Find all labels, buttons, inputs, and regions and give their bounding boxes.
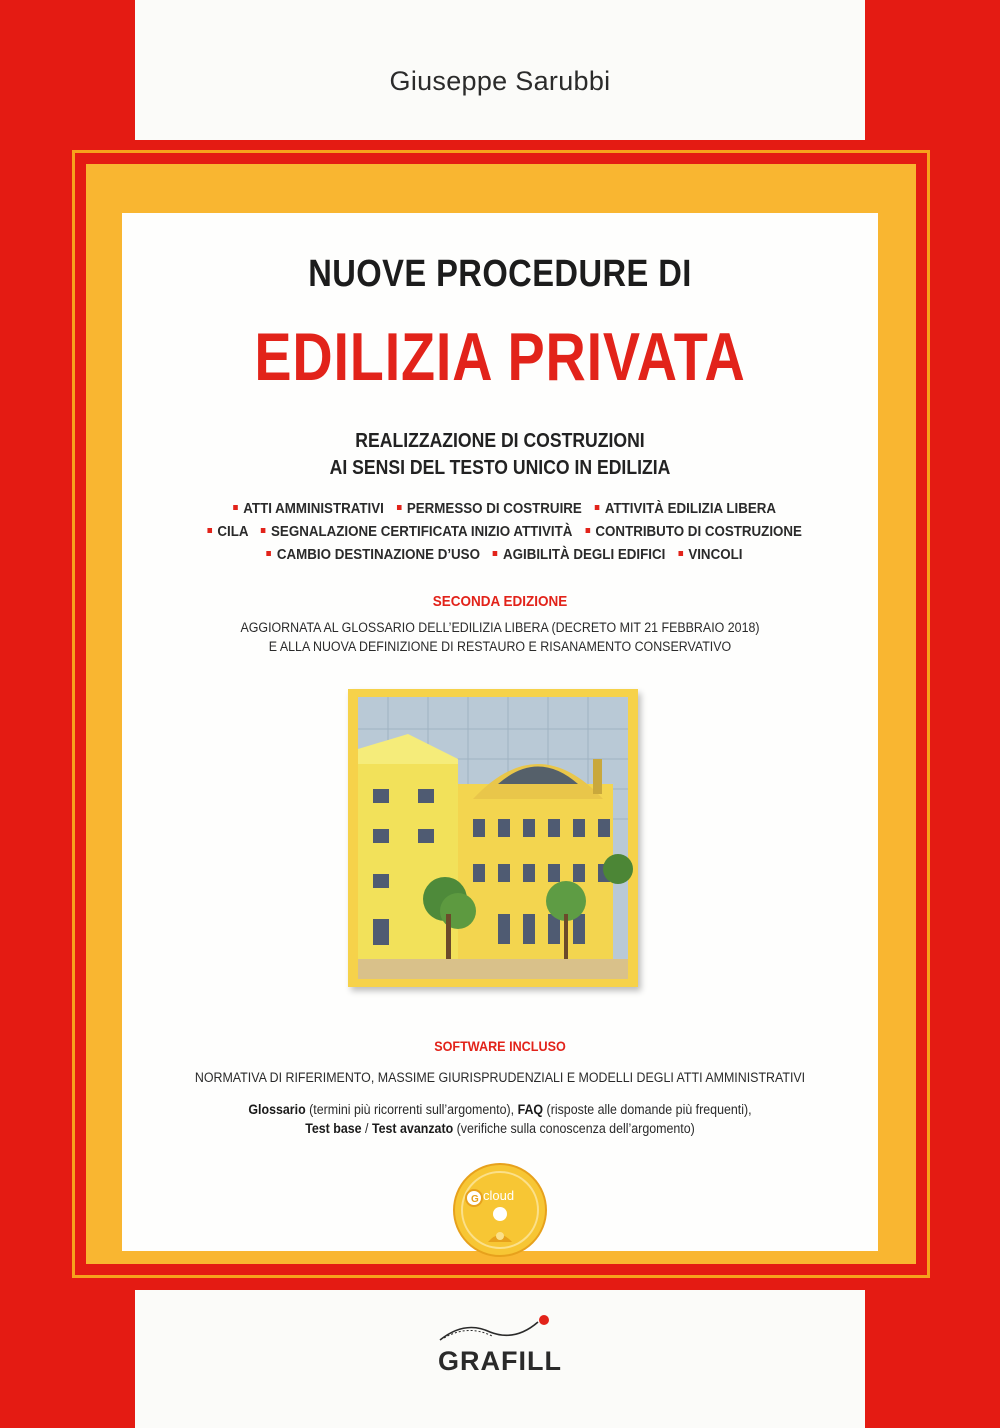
author-name: Giuseppe Sarubbi: [389, 66, 611, 96]
software-heading: SOFTWARE INCLUSO: [434, 1038, 566, 1054]
keyword-row: [152, 544, 848, 567]
keyword-row: [152, 498, 848, 521]
keyword-item: VINCOLI: [688, 547, 743, 563]
glossario-desc: (termini più ricorrenti sull’argomento),: [305, 1102, 518, 1117]
publisher-name: GRAFILL: [438, 1346, 562, 1376]
bullet-icon: [678, 551, 683, 556]
subtitle-line-1: REALIZZAZIONE DI COSTRUZIONI: [355, 430, 645, 452]
edition-label: SECONDA EDIZIONE: [432, 593, 568, 610]
test-desc: (verifiche sulla conoscenza dell’argomento): [453, 1121, 695, 1136]
g-cloud-disc-icon: [452, 1162, 548, 1258]
update-line-2: E ALLA NUOVA DEFINIZIONE DI RESTAURO E RISANAMENTO CONSERVATIVO: [268, 639, 732, 654]
software-features-line-1: [152, 1100, 848, 1119]
keyword-item: ATTI AMMINISTRATIVI: [243, 501, 384, 517]
keyword-item: CAMBIO DESTINAZIONE D’USO: [276, 547, 480, 563]
subtitle-line-2: AI SENSI DEL TESTO UNICO IN EDILIZIA: [329, 457, 671, 479]
keyword-row: [152, 521, 848, 544]
keyword-item: ATTIVITÀ EDILIZIA LIBERA: [604, 501, 777, 517]
bullet-icon: [585, 528, 590, 533]
keyword-item: AGIBILITÀ DEGLI EDIFICI: [502, 547, 666, 563]
test-base-label: Test base: [305, 1121, 362, 1136]
author-band: [135, 0, 865, 140]
cloud-label: cloud: [483, 1188, 515, 1203]
bullet-icon: [267, 551, 272, 556]
keyword-item: CONTRIBUTO DI COSTRUZIONE: [595, 524, 802, 540]
bullet-icon: [207, 528, 212, 533]
keyword-item: SEGNALAZIONE CERTIFICATA INIZIO ATTIVITÀ: [271, 524, 573, 540]
faq-desc: (risposte alle domande più frequenti),: [543, 1102, 752, 1117]
title-line-1: NUOVE PROCEDURE DI: [308, 253, 692, 295]
faq-label: FAQ: [517, 1102, 544, 1117]
bullet-icon: [233, 505, 238, 510]
software-features-line-2: [152, 1119, 848, 1138]
bullet-icon: [261, 528, 266, 533]
keyword-item: CILA: [217, 524, 248, 540]
svg-text:G: G: [471, 1194, 479, 1205]
bullet-icon: [397, 505, 402, 510]
update-note: [152, 618, 848, 656]
test-separator: /: [361, 1121, 372, 1136]
glossario-label: Glossario: [248, 1102, 306, 1117]
building-illustration: [348, 689, 638, 987]
update-line-1: AGGIORNATA AL GLOSSARIO DELL’EDILIZIA LIBERA (DECRETO MIT 21 FEBBRAIO 2018): [240, 620, 760, 635]
bullet-icon: [595, 505, 600, 510]
software-features: [152, 1100, 848, 1138]
keyword-list: [152, 498, 848, 567]
publisher-logo: [420, 1310, 580, 1380]
software-description: NORMATIVA DI RIFERIMENTO, MASSIME GIURISPRUDENZIALI E MODELLI DEGLI ATTI AMMINISTRATIVI: [194, 1070, 806, 1085]
title-line-2: EDILIZIA PRIVATA: [254, 319, 746, 395]
keyword-item: PERMESSO DI COSTRUIRE: [406, 501, 582, 517]
bullet-icon: [493, 551, 498, 556]
swoosh-icon: [420, 1310, 580, 1346]
test-avanzato-label: Test avanzato: [371, 1121, 454, 1136]
title-panel: [122, 213, 878, 1251]
subtitle: [167, 428, 832, 482]
